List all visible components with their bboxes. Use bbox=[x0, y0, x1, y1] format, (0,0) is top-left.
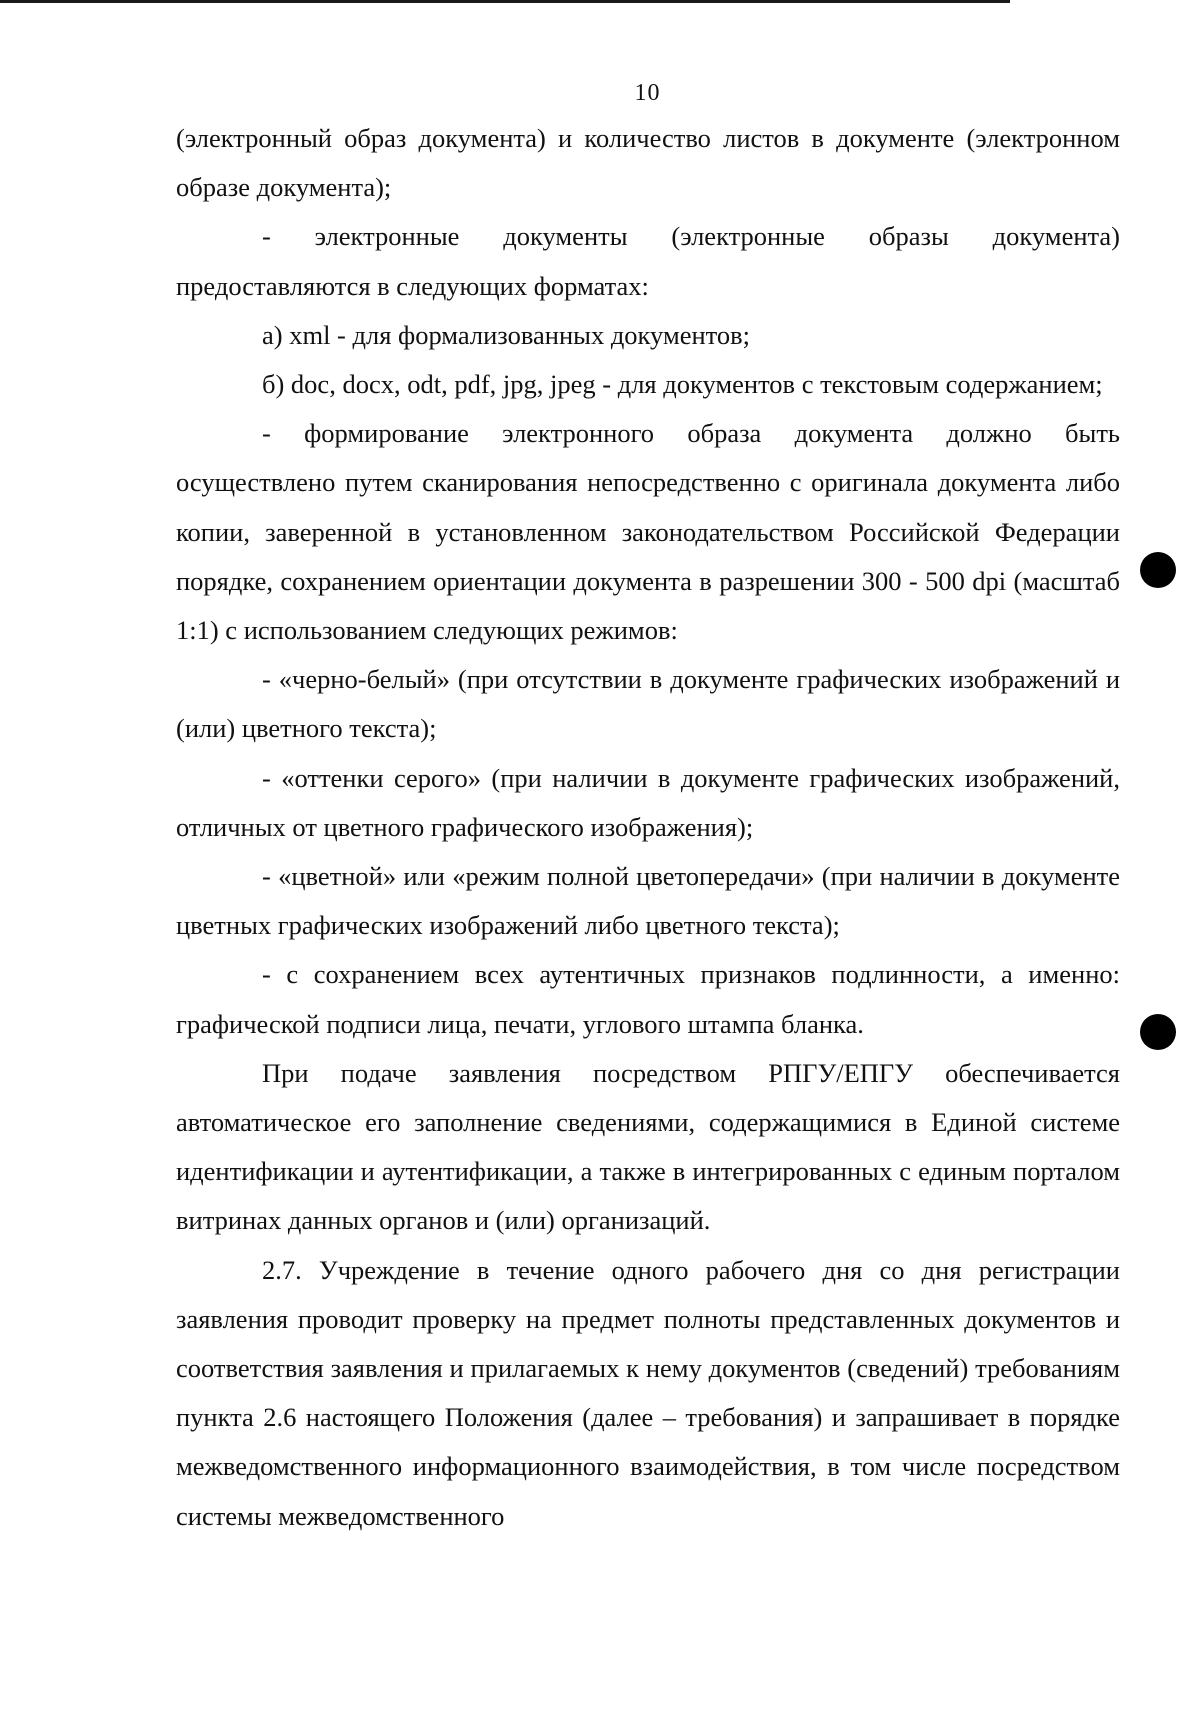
paragraph-2: - электронные документы (электронные образы документа) предоставляются в следующих форматах: bbox=[176, 221, 1120, 301]
paragraph-3: а) xml - для формализованных документов; bbox=[262, 319, 751, 350]
scan-top-border bbox=[0, 0, 1010, 3]
punch-hole-mark-lower bbox=[1140, 1014, 1176, 1050]
paragraph-7: - «оттенки серого» (при наличии в документе графических изображений, отличных от цветного графического изображения); bbox=[176, 762, 1120, 842]
page-number: 10 bbox=[634, 80, 661, 106]
paragraph-10: При подаче заявления посредством РПГУ/ЕПГУ обеспечивается автоматическое его заполнение сведениями, содержащимися в Единой системе идентификации и аутентификации, а также в интегрированных с единым порталом витринах данных органов и (или) организаций. bbox=[176, 1057, 1120, 1236]
document-body bbox=[176, 114, 1120, 1541]
punch-hole-mark-upper bbox=[1140, 552, 1176, 588]
paragraph-1: (электронный образ документа) и количество листов в документе (электронном образе документа); bbox=[176, 123, 1120, 203]
paragraph-9: - с сохранением всех аутентичных признаков подлинности, а именно: графической подписи лица, печати, углового штампа бланка. bbox=[176, 959, 1120, 1039]
paragraph-8: - «цветной» или «режим полной цветопередачи» (при наличии в документе цветных графических изображений либо цветного текста); bbox=[176, 861, 1120, 941]
paragraph-11: 2.7. Учреждение в течение одного рабочего дня со дня регистрации заявления проводит проверку на предмет полноты представленных документов и соответствия заявления и прилагаемых к нему документов (сведений) требованиям пункта 2.6 настоящего Положения (далее – требования) и запрашивает в порядке межведомственного информационного взаимодействия, в том числе посредством системы межведомственного bbox=[176, 1254, 1120, 1531]
paragraph-6: - «черно-белый» (при отсутствии в документе графических изображений и (или) цветного текста); bbox=[176, 664, 1120, 744]
paragraph-5: - формирование электронного образа документа должно быть осуществлено путем сканирования непосредственно с оригинала документа либо копии, заверенной в установленном законодательством Российской Федерации порядке, сохранением ориентации документа в разрешении 300 - 500 dpi (масштаб 1:1) с использованием следующих режимов: bbox=[176, 418, 1120, 646]
paragraph-4: б) doc, docx, odt, pdf, jpg, jpeg - для документов с текстовым содержанием; bbox=[262, 369, 1103, 400]
